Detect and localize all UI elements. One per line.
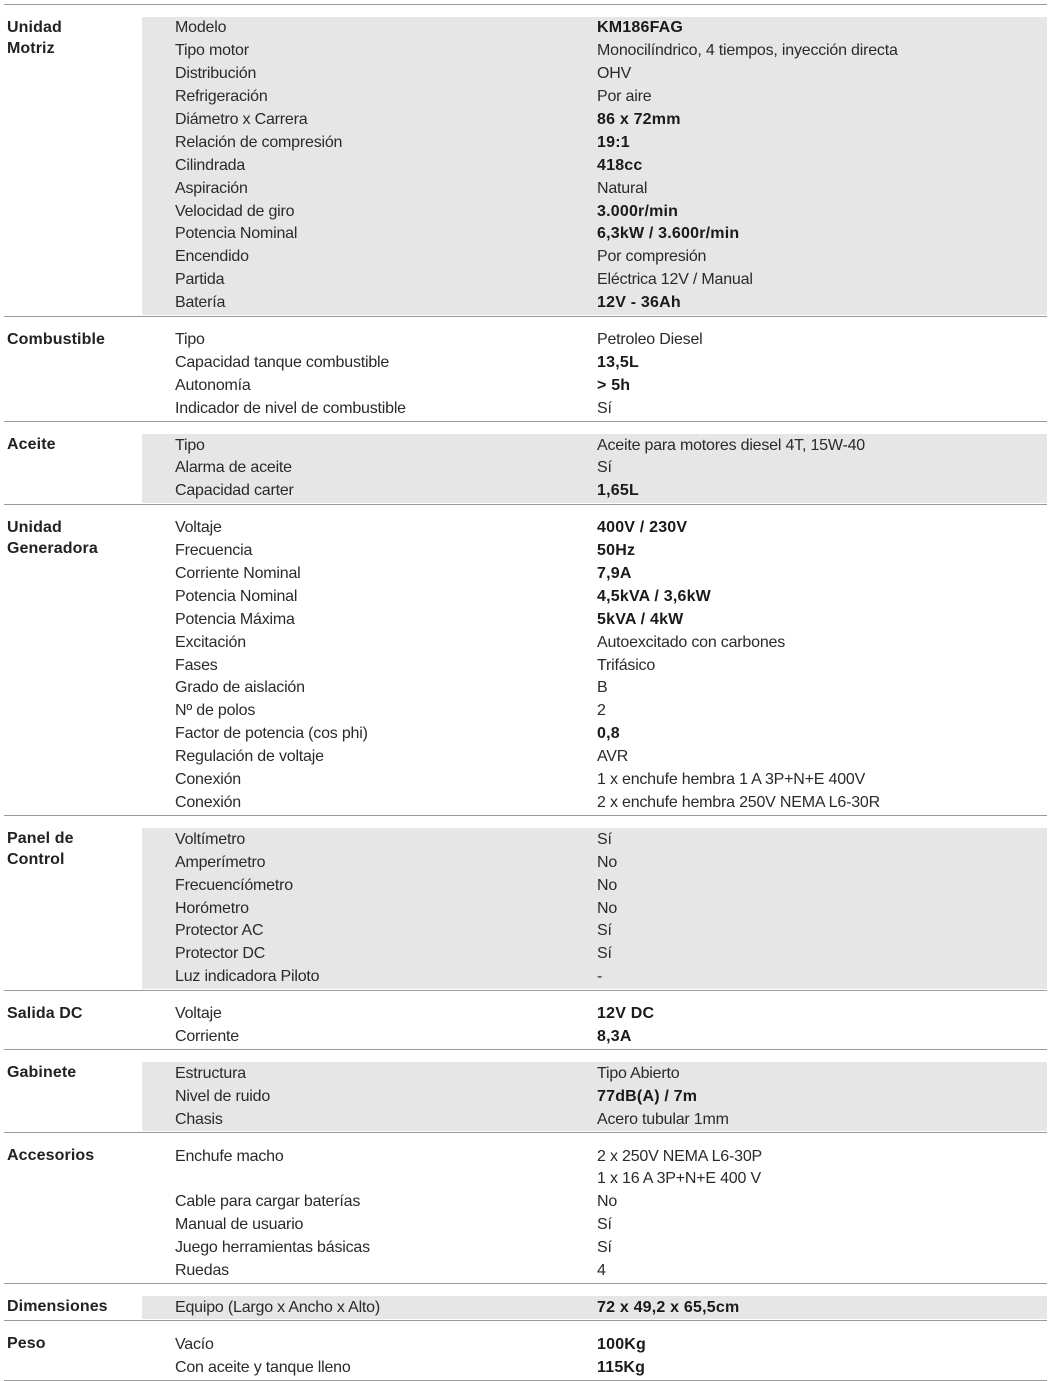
spec-row <box>142 1026 1047 1049</box>
spec-row <box>142 480 1047 503</box>
spec-value: 100Kg <box>597 1335 647 1353</box>
spec-value: 5kVA / 4kW <box>597 610 684 628</box>
spec-parameter: Refrigeración <box>175 88 268 106</box>
spec-value: Sí <box>597 459 612 477</box>
spec-row <box>142 86 1047 109</box>
spec-parameter: Potencia Máxima <box>175 610 295 628</box>
spec-value: KM186FAG <box>597 19 684 37</box>
spec-row <box>142 540 1047 563</box>
spec-value: 4 <box>597 1261 606 1279</box>
spec-row <box>142 1296 1047 1319</box>
spec-value: 6,3kW / 3.600r/min <box>597 225 740 243</box>
spec-parameter: Diámetro x Carrera <box>175 111 308 128</box>
section-label: Unidad Motriz <box>7 19 62 57</box>
spec-row <box>142 1003 1047 1026</box>
spec-row <box>142 1191 1047 1214</box>
spec-row <box>142 1237 1047 1260</box>
spec-value: Aceite para motores diesel 4T, 15W-40 <box>597 436 865 454</box>
spec-parameter: Conexión <box>175 771 242 789</box>
spec-row <box>142 920 1047 943</box>
spec-value: Petroleo Diesel <box>597 331 703 349</box>
spec-parameter: Estructura <box>175 1064 246 1082</box>
spec-parameter: Horómetro <box>175 899 249 917</box>
spec-value: 418cc <box>597 156 643 174</box>
spec-parameter: Cilindrada <box>175 156 246 174</box>
spec-row <box>142 1214 1047 1237</box>
spec-value: Trifásico <box>597 656 656 674</box>
section-rows <box>142 517 1047 815</box>
spec-parameter: Fases <box>175 656 218 674</box>
spec-parameter: Tipo motor <box>175 42 249 60</box>
spec-row <box>142 109 1047 132</box>
spec-row <box>142 154 1047 177</box>
spec-value: 1,65L <box>597 482 639 500</box>
spec-parameter: Tipo <box>175 436 205 454</box>
spec-parameter: Relación de compresión <box>175 133 343 151</box>
spec-parameter: Chasis <box>175 1110 223 1128</box>
spec-row <box>142 434 1047 457</box>
spec-parameter: Batería <box>175 294 226 312</box>
spec-row <box>142 457 1047 480</box>
spec-row <box>142 746 1047 769</box>
spec-value: Sí <box>597 945 612 963</box>
spec-row <box>142 700 1047 723</box>
spec-value: Eléctrica 12V / Manual <box>597 271 753 289</box>
spec-value: - <box>597 968 603 986</box>
spec-parameter: Corriente Nominal <box>175 565 301 583</box>
section-rows <box>142 329 1047 421</box>
spec-parameter: Distribución <box>175 65 257 83</box>
spec-parameter: Capacidad tanque combustible <box>175 353 390 371</box>
spec-section <box>4 816 1047 990</box>
spec-row <box>142 397 1047 420</box>
spec-row <box>142 329 1047 352</box>
spec-value: > 5h <box>597 376 631 394</box>
spec-row <box>142 608 1047 631</box>
spec-parameter: Voltaje <box>175 1005 222 1023</box>
section-label: Panel de Control <box>7 830 74 869</box>
spec-value: Por compresión <box>597 248 707 266</box>
spec-parameter: Aspiración <box>175 179 248 197</box>
spec-row <box>142 246 1047 269</box>
section-rows <box>142 1062 1047 1131</box>
spec-row <box>142 677 1047 700</box>
spec-parameter: Luz indicadora Piloto <box>175 968 320 986</box>
spec-parameter: Excitación <box>175 633 246 651</box>
spec-value: 3.000r/min <box>597 202 679 220</box>
spec-parameter: Voltímetro <box>175 830 246 848</box>
spec-row <box>142 269 1047 292</box>
section-rows <box>142 1145 1047 1282</box>
spec-value: 13,5L <box>597 353 639 371</box>
spec-row <box>142 966 1047 989</box>
spec-row <box>142 897 1047 920</box>
section-label: Unidad Generadora <box>7 518 98 557</box>
spec-value: 115Kg <box>597 1358 646 1376</box>
spec-value: AVR <box>597 748 629 766</box>
spec-parameter: Encendido <box>175 248 249 266</box>
spec-table <box>4 4 1047 1381</box>
spec-parameter: Indicador de nivel de combustible <box>175 399 406 417</box>
spec-value: 86 x 72mm <box>597 111 681 128</box>
spec-row <box>142 723 1047 746</box>
spec-parameter: Factor de potencia (cos phi) <box>175 725 368 743</box>
spec-row <box>142 40 1047 63</box>
spec-value: 19:1 <box>597 133 630 151</box>
spec-parameter: Amperímetro <box>175 853 266 871</box>
spec-row <box>142 563 1047 586</box>
section-label: Combustible <box>7 330 105 348</box>
spec-value: B <box>597 679 608 697</box>
spec-parameter: Grado de aislación <box>175 679 305 697</box>
spec-value: Sí <box>597 1216 612 1234</box>
section-label: Accesorios <box>7 1147 95 1165</box>
spec-section <box>4 1050 1047 1133</box>
section-rows <box>142 17 1047 315</box>
spec-row <box>142 792 1047 815</box>
spec-row <box>142 374 1047 397</box>
spec-row <box>142 131 1047 154</box>
spec-value: 7,9A <box>597 565 632 583</box>
spec-row <box>142 223 1047 246</box>
spec-parameter: Corriente <box>175 1027 240 1045</box>
spec-value: Sí <box>597 922 612 940</box>
spec-parameter: Enchufe macho <box>175 1147 284 1165</box>
spec-parameter: Tipo <box>175 331 205 349</box>
spec-row <box>142 1260 1047 1283</box>
spec-parameter: Potencia Nominal <box>175 225 298 243</box>
spec-parameter: Frecuencia <box>175 542 253 560</box>
spec-parameter: Protector DC <box>175 945 266 963</box>
spec-row <box>142 63 1047 86</box>
spec-value: 2 x enchufe hembra 250V NEMA L6-30R <box>597 793 880 811</box>
spec-parameter: Manual de usuario <box>175 1216 304 1234</box>
spec-row <box>142 17 1047 40</box>
spec-section <box>4 991 1047 1051</box>
spec-value: 0,8 <box>597 725 620 743</box>
spec-parameter: Nº de polos <box>175 702 256 720</box>
spec-row <box>142 1085 1047 1108</box>
spec-row <box>142 828 1047 851</box>
spec-value: 400V / 230V <box>597 519 688 537</box>
section-label: Aceite <box>7 436 56 454</box>
spec-parameter: Voltaje <box>175 519 222 537</box>
section-rows <box>142 434 1047 503</box>
spec-value: Autoexcitado con carbones <box>597 633 786 651</box>
spec-row <box>142 1062 1047 1085</box>
spec-row <box>142 177 1047 200</box>
section-rows <box>142 1333 1047 1379</box>
spec-value: OHV <box>597 65 632 83</box>
spec-row <box>142 874 1047 897</box>
spec-value: 8,3A <box>597 1027 632 1045</box>
spec-value: Por aire <box>597 88 652 106</box>
spec-parameter: Juego herramientas básicas <box>175 1239 370 1257</box>
spec-value: Monocilíndrico, 4 tiempos, inyección directa <box>597 42 898 60</box>
section-rows <box>142 1296 1047 1319</box>
spec-value: Tipo Abierto <box>597 1064 680 1082</box>
spec-value: Sí <box>597 1239 612 1257</box>
spec-row <box>142 1333 1047 1356</box>
spec-row <box>142 1108 1047 1131</box>
spec-value: Sí <box>597 830 612 848</box>
spec-section <box>4 422 1047 505</box>
spec-value: 50Hz <box>597 542 636 560</box>
spec-row <box>142 200 1047 223</box>
spec-parameter: Partida <box>175 271 225 289</box>
spec-parameter: Equipo (Largo x Ancho x Alto) <box>175 1298 380 1316</box>
spec-row <box>142 1168 1047 1191</box>
spec-value: 12V DC <box>597 1005 655 1023</box>
spec-row <box>142 517 1047 540</box>
spec-row <box>142 769 1047 792</box>
spec-value: 2 x 250V NEMA L6-30P <box>597 1147 762 1165</box>
spec-parameter: Potencia Nominal <box>175 587 298 605</box>
spec-parameter: Nivel de ruido <box>175 1087 271 1105</box>
spec-parameter: Cable para cargar baterías <box>175 1193 361 1211</box>
spec-value: 2 <box>597 702 606 720</box>
spec-row <box>142 585 1047 608</box>
spec-value: 1 x enchufe hembra 1 A 3P+N+E 400V <box>597 771 866 789</box>
spec-value: 72 x 49,2 x 65,5cm <box>597 1298 740 1316</box>
spec-value: Sí <box>597 399 612 417</box>
section-label: Salida DC <box>7 1004 83 1022</box>
spec-section <box>4 1321 1047 1381</box>
spec-row <box>142 1145 1047 1168</box>
spec-parameter: Conexión <box>175 793 242 811</box>
spec-parameter: Protector AC <box>175 922 264 940</box>
spec-section <box>4 1284 1047 1321</box>
spec-parameter: Regulación de voltaje <box>175 748 324 766</box>
spec-value: No <box>597 1193 618 1211</box>
spec-parameter: Capacidad carter <box>175 482 294 500</box>
spec-parameter: Modelo <box>175 19 227 37</box>
spec-section <box>4 505 1047 817</box>
section-rows <box>142 828 1047 988</box>
spec-row <box>142 1356 1047 1379</box>
spec-value: No <box>597 853 618 871</box>
spec-parameter: Frecuencíómetro <box>175 876 293 894</box>
section-rows <box>142 1003 1047 1049</box>
spec-value: Acero tubular 1mm <box>597 1110 729 1128</box>
spec-value: No <box>597 876 618 894</box>
spec-row <box>142 943 1047 966</box>
spec-section <box>4 5 1047 317</box>
spec-value: Natural <box>597 179 648 197</box>
spec-parameter: Vacío <box>175 1335 214 1353</box>
spec-parameter: Autonomía <box>175 376 251 394</box>
spec-parameter: Con aceite y tanque lleno <box>175 1358 351 1376</box>
spec-row <box>142 292 1047 315</box>
section-label: Peso <box>7 1335 46 1353</box>
spec-row <box>142 351 1047 374</box>
spec-value: 77dB(A) / 7m <box>597 1087 698 1105</box>
spec-value: 12V - 36Ah <box>597 294 681 312</box>
section-label: Dimensiones <box>7 1298 108 1316</box>
spec-parameter: Ruedas <box>175 1261 229 1279</box>
spec-row <box>142 851 1047 874</box>
spec-section <box>4 1133 1047 1284</box>
section-label: Gabinete <box>7 1064 77 1082</box>
spec-value: 4,5kVA / 3,6kW <box>597 587 711 605</box>
spec-value: 1 x 16 A 3P+N+E 400 V <box>597 1170 761 1188</box>
spec-parameter: Velocidad de giro <box>175 202 295 220</box>
spec-row <box>142 631 1047 654</box>
spec-parameter: Alarma de aceite <box>175 459 292 477</box>
spec-value: No <box>597 899 618 917</box>
spec-section <box>4 317 1047 423</box>
spec-row <box>142 654 1047 677</box>
